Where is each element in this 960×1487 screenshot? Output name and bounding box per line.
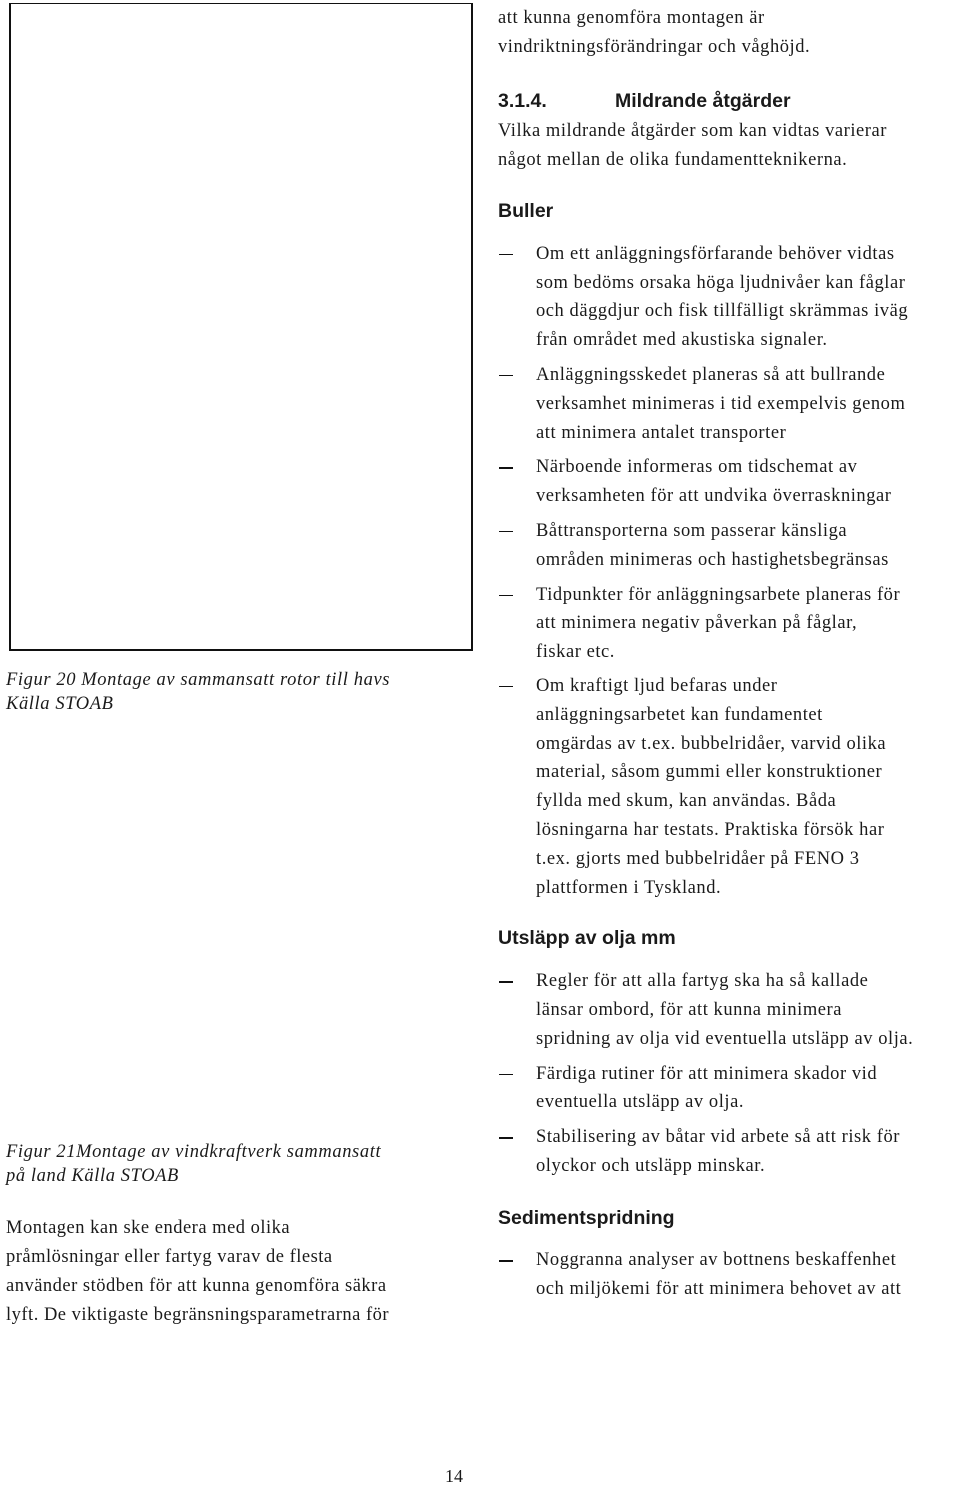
section-title: Mildrande åtgärder — [615, 89, 791, 112]
paragraph-line: vindriktningsförändringar och våghöjd. — [498, 36, 811, 57]
dash-bullet — [499, 686, 513, 688]
utslapp-list — [498, 967, 960, 1181]
page-number: 14 — [445, 1466, 463, 1486]
dash-bullet — [499, 531, 513, 533]
buller-list — [498, 240, 960, 903]
dash-bullet — [499, 1137, 513, 1139]
dash-bullet — [499, 375, 513, 377]
buller-heading: Buller — [498, 199, 554, 222]
paragraph-line: använder stödben för att kunna genomföra säkra — [6, 1276, 387, 1296]
utslapp-heading: Utsläpp av olja mm — [498, 927, 676, 950]
list-item: Närboende informeras om tidschemat av verksamheten för att undvika överraskningar — [498, 453, 960, 511]
paragraph-line: att kunna genomföra montagen är — [498, 8, 765, 28]
section-number: 3.1.4. — [498, 89, 547, 112]
section-heading — [498, 87, 960, 116]
list-item: Båttransporterna som passerar känsliga områden minimeras och hastighetsbegränsas — [498, 517, 960, 575]
list-item: Om kraftigt ljud befaras under anläggningsarbetet kan fundamentet omgärdas av t.ex. bubbelridåer, varvid olika material, såsom gummi eller konstruktioner fyllda med skum, kan användas. Båda lösningarna har testats. Praktiska försök har t.ex. gjorts med bubbelridåer på FENO 3 plattformen i Tyskland. — [498, 672, 960, 902]
figure-20-caption — [6, 668, 466, 716]
caption-line: Källa STOAB — [6, 694, 114, 714]
list-item: Tidpunkter för anläggningsarbete planeras för att minimera negativ påverkan på fåglar, fiskar etc. — [498, 581, 960, 667]
dash-bullet — [499, 1074, 513, 1076]
list-item: Stabilisering av båtar vid arbete så att risk för olyckor och utsläpp minskar. — [498, 1123, 960, 1181]
paragraph-line: lyft. De viktigaste begränsningsparametrarna för — [6, 1305, 390, 1325]
right-column — [498, 4, 960, 1304]
caption-line: Figur 20 Montage av sammansatt rotor till havs — [6, 670, 391, 690]
caption-line: på land Källa STOAB — [6, 1166, 179, 1186]
caption-line: Figur 21Montage av vindkraftverk sammansatt — [6, 1142, 382, 1162]
intro-paragraph — [498, 4, 960, 62]
list-item: Färdiga rutiner för att minimera skador vid eventuella utsläpp av olja. — [498, 1060, 960, 1118]
figure-21-caption — [6, 1140, 466, 1188]
dash-bullet — [499, 467, 513, 469]
dash-bullet — [499, 1260, 513, 1262]
list-item: Noggranna analyser av bottnens beskaffenhet och miljökemi för att minimera behovet av att — [498, 1246, 960, 1304]
paragraph-line: Vilka mildrande åtgärder som kan vidtas varierar — [498, 121, 887, 142]
paragraph-line: pråmlösningar eller fartyg varav de flesta — [6, 1247, 333, 1267]
list-item: Om ett anläggningsförfarande behöver vidtas som bedöms orsaka höga ljudnivåer kan fåglar och däggdjur och fisk tillfälligt skrämmas iväg från området med akustiska signaler. — [498, 240, 960, 355]
list-item: Anläggningsskedet planeras så att bullrande verksamhet minimeras i tid exempelvis genom att minimera antalet transporter — [498, 361, 960, 447]
paragraph-line: något mellan de olika fundamentteknikerna. — [498, 150, 848, 171]
paragraph-line: Montagen kan ske endera med olika — [6, 1218, 291, 1238]
list-item: Regler för att alla fartyg ska ha så kallade länsar ombord, för att kunna minimera spridning av olja vid eventuella utsläpp av olja. — [498, 967, 960, 1053]
figure-20-image-placeholder — [9, 3, 473, 651]
dash-bullet — [499, 595, 513, 597]
montage-paragraph — [6, 1214, 458, 1330]
sediment-heading: Sedimentspridning — [498, 1206, 675, 1229]
section-intro — [498, 117, 960, 175]
sediment-list — [498, 1246, 960, 1304]
dash-bullet — [499, 254, 513, 256]
dash-bullet — [499, 981, 513, 983]
